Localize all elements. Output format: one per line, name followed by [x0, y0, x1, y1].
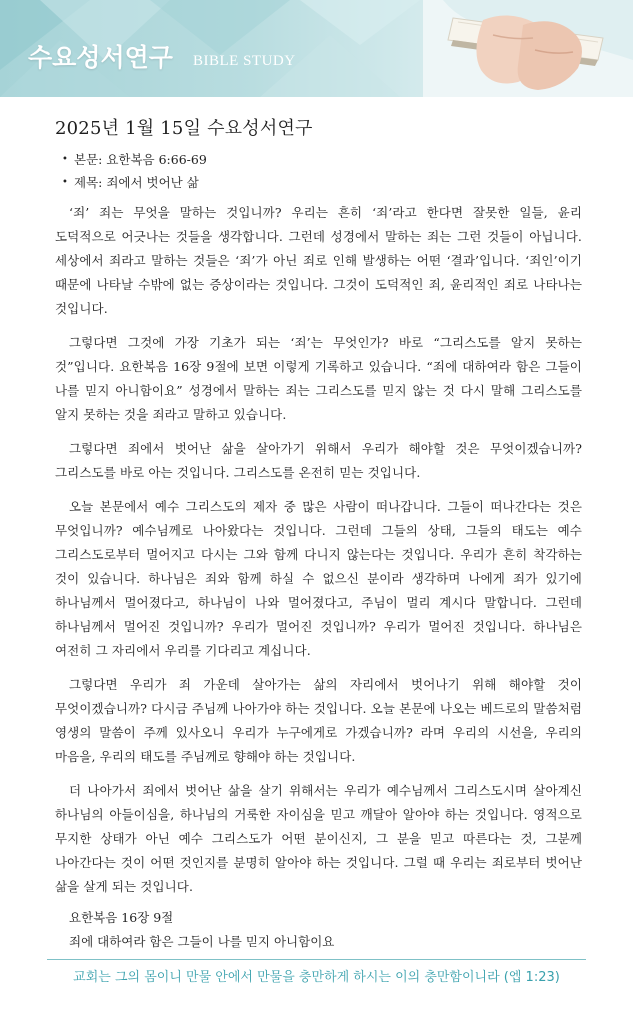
header-banner — [0, 0, 633, 97]
banner-title: 수요성서연구 — [28, 43, 173, 72]
verse-text: 죄에 대하여라 함은 그들이 나를 믿지 아니함이요 — [69, 934, 335, 949]
sermon-subject-text: 제목: 죄에서 벗어난 삶 — [74, 175, 199, 190]
footer-scripture: 교회는 그의 몸이니 만물 안에서 만물을 충만하게 하시는 이의 충만함이니라 (엡 1:23) — [73, 970, 560, 985]
bullet-icon: • — [62, 154, 68, 165]
paragraph: 그렇다면 그것에 가장 기초가 되는 ‘죄’는 무엇인가? 바로 “그리스도를 알지 못하는 것”입니다. 요한복음 16장 9절에 보면 이렇게 기록하고 있습니다. “죄에 대하여라 함은 그들이 나를 믿지 아니함이요” 성경에서 말하는 죄는 그리스도를 믿지 않는 것 다시 말해 그리스도를 알지 못하는 것을 죄라고 말하고 있습니다. — [55, 335, 582, 422]
paragraph: 오늘 본문에서 예수 그리스도의 제자 중 많은 사람이 떠나갑니다. 그들이 떠나간다는 것은 무엇입니까? 예수님께로 나아왔다는 것입니다. 그런데 그들의 상태, 그들의 태도는 예수 그리스도로부터 멀어지고 다시는 그와 함께 다니지 않는다는 것입니다. 우리가 흔히 착각하는 것이 있습니다. 하나님은 죄와 함께 하실 수 없으신 분이라 생각하며 나에게 죄가 있기에 하나님께서 멀어졌다고, 하나님이 나와 멀어졌다고, 주님이 멀리 계시다 말합니다. 그런데 하나님께서 멀어진 것입니까? 우리가 멀어진 것입니까? 우리가 멀어진 것입니다. 하나님은 여전히 그 자리에서 우리를 기다리고 계십니다. — [55, 499, 582, 658]
paragraph: 그렇다면 우리가 죄 가운데 살아가는 삶의 자리에서 벗어나기 위해 해야할 것이 무엇이겠습니까? 다시금 주님께 나아가야 하는 것입니다. 오늘 본문에 나오는 베드로의 말씀처럼 영생의 말씀이 주께 있사오니 우리가 누구에게로 가겠습니까? 라며 우리의 시선을, 우리의 마음을, 우리의 태도를 주님께로 향해야 하는 것입니다. — [55, 677, 582, 764]
closing-verse — [69, 906, 334, 954]
paragraph: 더 나아가서 죄에서 벗어난 삶을 살기 위해서는 우리가 예수님께서 그리스도시며 살아계신 하나님의 아들이심을, 하나님의 거룩한 자이심을 믿고 깨달아 알아야 하는 것입니다. 영적으로 무지한 상태가 아닌 예수 그리스도가 어떤 분이신지, 그 분을 믿고 따른다는 것, 그분께 나아간다는 것이 어떤 것인지를 분명히 알아야 하는 것입니다. 그럴 때 우리는 죄로부터 벗어난 삶을 살게 되는 것입니다. — [55, 783, 582, 894]
sermon-subject — [62, 171, 207, 194]
page-title: 2025년 1월 15일 수요성서연구 — [55, 118, 313, 139]
paragraph: 그렇다면 죄에서 벗어난 삶을 살아가기 위해서 우리가 해야할 것은 무엇이겠습니까? 그리스도를 바로 아는 것입니다. 그리스도를 온전히 믿는 것입니다. — [55, 441, 582, 480]
banner-subtitle: BIBLE STUDY — [193, 53, 296, 69]
sermon-body — [55, 201, 582, 909]
scripture-info — [62, 148, 207, 194]
scripture-reference — [62, 148, 207, 171]
hands-on-bible-image — [423, 0, 633, 97]
footer-divider — [47, 959, 586, 960]
bullet-icon: • — [62, 177, 68, 188]
verse-reference: 요한복음 16장 9절 — [69, 910, 174, 925]
paragraph: ‘죄’ 죄는 무엇을 말하는 것입니까? 우리는 흔히 ‘죄’라고 한다면 잘못한 일들, 윤리 도덕적으로 어긋나는 것들을 생각합니다. 그런데 성경에서 말하는 죄는 그런 것들이 아닙니다. 세상에서 죄라고 말하는 것들은 ‘죄’가 아닌 죄로 인해 발생하는 어떤 ‘결과’입니다. ‘죄인’이기 때문에 나타날 수밖에 없는 증상이라는 것입니다. 그것이 도덕적인 죄, 윤리적인 죄로 나타나는 것입니다. — [55, 205, 582, 316]
scripture-reference-text: 본문: 요한복음 6:66-69 — [74, 152, 207, 167]
